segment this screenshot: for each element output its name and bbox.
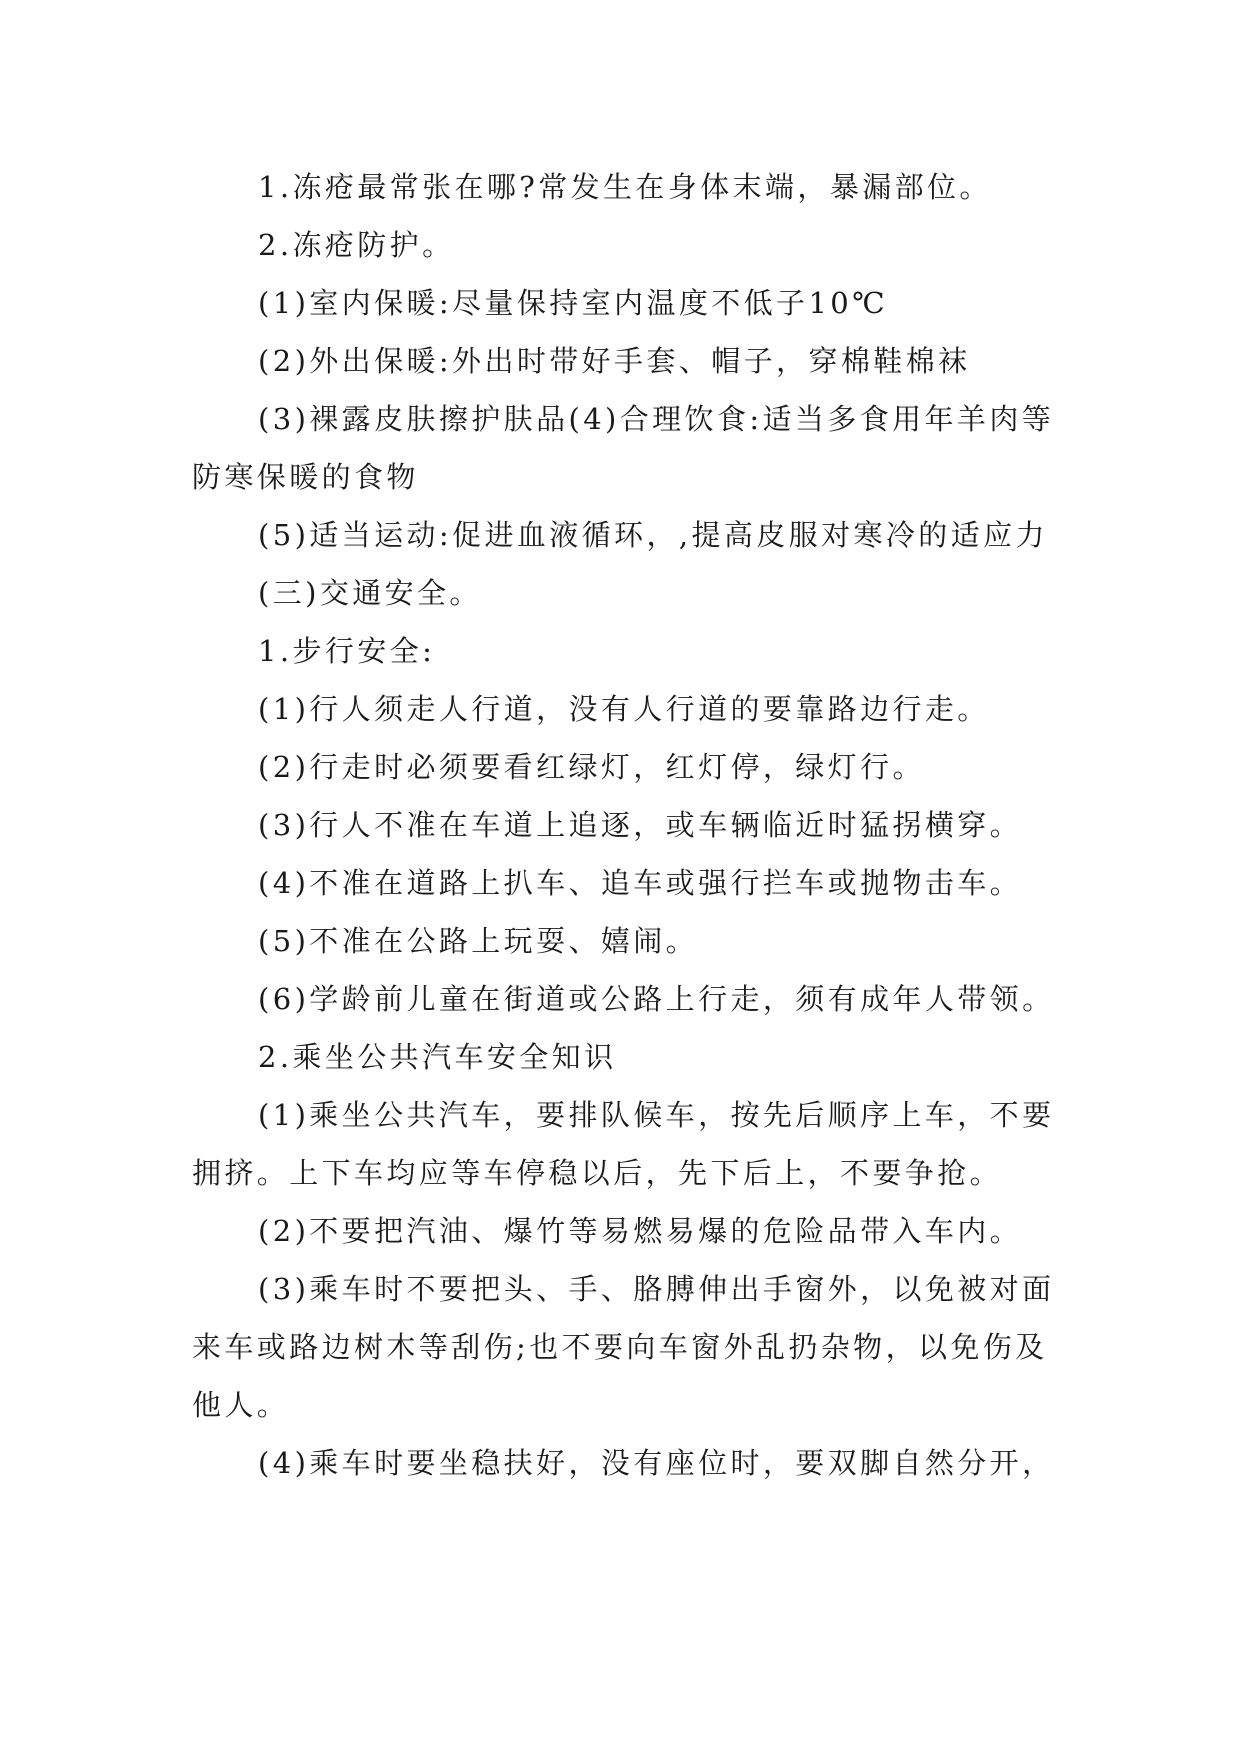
subheading-walking-safety: 1.步行安全: [258,634,436,668]
paragraph-exercise: (5)适当运动:促进血液循环，,提高皮服对寒冷的适应力 [258,518,1048,552]
section-heading-traffic-safety: (三)交通安全。 [258,576,482,610]
paragraph-walking-rule-5: (5)不准在公路上玩耍、嬉闹。 [258,924,699,958]
paragraph-walking-rule-4: (4)不准在道路上扒车、追车或强行拦车或抛物击车。 [258,866,1023,900]
paragraph-skin-care-diet: (3)裸露皮肤擦护肤品(4)合理饮食:适当多食用年羊肉等防寒保暖的食物 [192,402,1055,494]
paragraph-frostbite-protection: 2.冻疮防护。 [258,228,455,262]
subheading-bus-safety: 2.乘坐公共汽车安全知识 [258,1040,617,1074]
paragraph-walking-rule-3: (3)行人不准在车道上追逐，或车辆临近时猛拐横穿。 [258,808,1023,842]
document-body [192,158,1072,1492]
paragraph-walking-rule-1: (1)行人须走人行道，没有人行道的要靠路边行走。 [258,692,990,726]
paragraph-walking-rule-2: (2)行走时必须要看红绿灯，红灯停，绿灯行。 [258,750,925,784]
paragraph-bus-rule-1: (1)乘坐公共汽车，要排队候车，按先后顺序上车，不要拥挤。上下车均应等车停稳以后，先下后上，不要争抢。 [192,1098,1055,1190]
paragraph-bus-rule-2: (2)不要把汽油、爆竹等易燃易爆的危险品带入车内。 [258,1214,1023,1248]
paragraph-frostbite-location: 1.冻疮最常张在哪?常发生在身体末端，暴漏部位。 [258,170,992,204]
paragraph-walking-rule-6: (6)学龄前儿童在街道或公路上行走，须有成年人带领。 [258,982,1055,1016]
paragraph-outdoor-warmth: (2)外出保暖:外出时带好手套、帽子，穿棉鞋棉袜 [258,344,971,378]
paragraph-indoor-warmth: (1)室内保暖:尽量保持室内温度不低子10℃ [258,286,888,320]
paragraph-bus-rule-3: (3)乘车时不要把头、手、胳膊伸出手窗外，以免被对面来车或路边树木等刮伤;也不要向车窗外乱扔杂物，以免伤及他人。 [192,1272,1055,1422]
paragraph-bus-rule-4: (4)乘车时要坐稳扶好，没有座位时，要双脚自然分开， [258,1446,1055,1480]
